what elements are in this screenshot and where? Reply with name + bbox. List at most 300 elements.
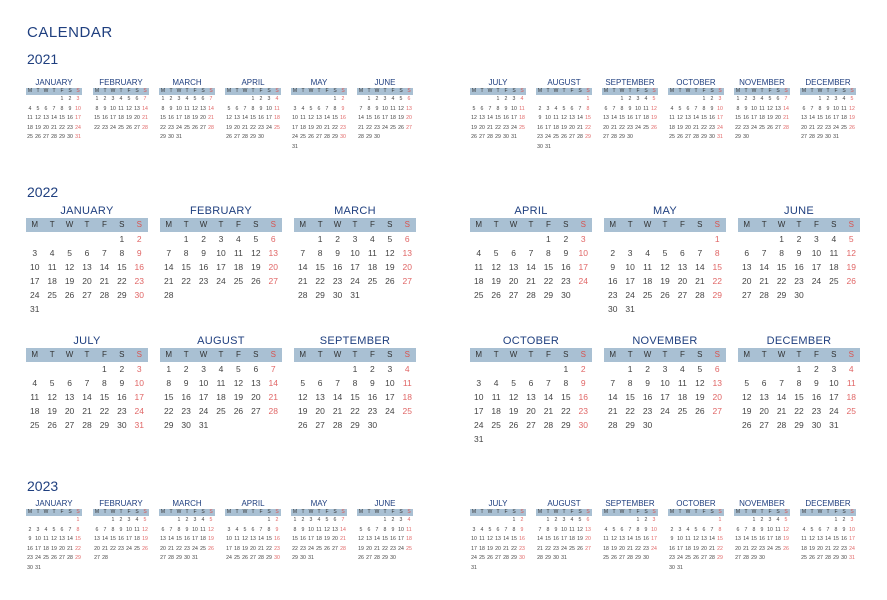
weekday-label: W [308, 509, 314, 515]
day-number: 3 [127, 517, 131, 523]
day-number: 16 [553, 536, 559, 542]
day-number: 28 [258, 555, 264, 561]
weekday-label: M [537, 88, 543, 94]
empty-day-cell [470, 516, 478, 526]
weekday-header [294, 218, 416, 232]
day-grid [536, 516, 592, 564]
weekday-label: T [662, 350, 668, 359]
month-calendar [357, 499, 413, 564]
day-number: 15 [94, 115, 100, 121]
day-number: 14 [297, 262, 308, 272]
empty-day-cell [50, 516, 58, 526]
day-number: 11 [134, 526, 140, 533]
day-number: 12 [233, 378, 244, 388]
weekday-label: F [259, 88, 263, 94]
day-number: 22 [99, 406, 110, 416]
day-number: 16 [503, 115, 509, 121]
day-number: 27 [508, 290, 519, 300]
day-number: 29 [717, 555, 723, 561]
day-number: 29 [751, 555, 757, 561]
day-number: 13 [759, 392, 769, 402]
empty-day-cell [486, 95, 494, 105]
day-number: 18 [390, 115, 396, 121]
weekday-header [738, 348, 860, 362]
day-number: 20 [234, 124, 240, 131]
day-number: 21 [825, 545, 831, 552]
weekday-label: F [391, 88, 395, 94]
day-number: 5 [309, 105, 313, 112]
day-number: 10 [811, 248, 822, 258]
day-number: 12 [142, 526, 148, 533]
day-number: 9 [744, 105, 748, 112]
weekday-label: F [235, 220, 241, 229]
day-number: 10 [198, 378, 209, 388]
empty-day-cell [486, 516, 494, 526]
day-number: 4 [604, 526, 608, 533]
day-number: 24 [849, 545, 855, 552]
day-number: 12 [471, 115, 477, 121]
day-number: 9 [814, 378, 819, 388]
weekday-label: M [165, 220, 173, 229]
month-calendar [225, 78, 281, 143]
weekday-label: T [183, 220, 189, 229]
weekday-label: S [407, 88, 411, 94]
empty-day-cell [668, 95, 676, 105]
day-number: 22 [250, 124, 256, 131]
month-name: JANUARY [35, 78, 73, 87]
day-number: 3 [472, 526, 476, 533]
day-number: 23 [643, 545, 649, 552]
day-number: 20 [495, 545, 501, 552]
day-number: 2 [183, 364, 189, 374]
day-number: 20 [759, 406, 769, 416]
day-number: 7 [166, 248, 172, 258]
day-number: 29 [833, 555, 839, 561]
day-number: 26 [741, 420, 752, 430]
weekday-label: S [848, 220, 854, 229]
day-number: 15 [701, 115, 707, 121]
year-label-2022: 2022 [27, 184, 59, 200]
day-number: 25 [479, 555, 485, 561]
day-number: 21 [776, 406, 787, 416]
month-calendar [738, 335, 860, 432]
day-number: 24 [545, 134, 551, 140]
day-number: 30 [643, 555, 649, 561]
day-number: 11 [30, 392, 40, 402]
day-number: 17 [677, 545, 683, 552]
day-number: 4 [644, 96, 648, 102]
empty-day-cell [502, 516, 510, 526]
day-number: 7 [209, 96, 213, 102]
day-number: 17 [226, 545, 232, 552]
day-number: 12 [651, 105, 657, 112]
empty-day-cell [536, 95, 544, 105]
day-number: 2 [28, 526, 32, 533]
day-number: 8 [119, 248, 125, 258]
day-number: 6 [317, 105, 321, 112]
day-number: 22 [160, 124, 166, 131]
day-number: 8 [111, 526, 115, 533]
weekday-label: T [662, 220, 668, 229]
day-number: 6 [317, 378, 323, 388]
day-number: 24 [511, 124, 517, 131]
day-number: 31 [545, 143, 551, 150]
empty-day-cell [540, 362, 557, 376]
day-number: 28 [102, 555, 108, 561]
day-number: 30 [27, 564, 33, 571]
day-number: 2 [301, 517, 305, 523]
day-number: 11 [234, 536, 240, 542]
weekday-header [291, 509, 347, 516]
empty-day-cell [241, 95, 249, 105]
day-number: 9 [370, 378, 375, 388]
weekday-label: S [520, 509, 524, 515]
day-number: 1 [267, 517, 271, 523]
empty-day-cell [544, 95, 552, 105]
day-number: 5 [810, 526, 814, 533]
day-number: 20 [134, 115, 140, 121]
day-number: 16 [198, 262, 209, 272]
day-number: 18 [367, 262, 378, 272]
month-name: SEPTEMBER [319, 335, 391, 347]
weekday-header [93, 88, 149, 95]
day-number: 27 [603, 134, 609, 140]
day-number: 15 [585, 115, 591, 121]
day-number: 29 [332, 134, 338, 140]
weekday-label: T [496, 88, 500, 94]
day-number: 18 [677, 392, 688, 402]
day-number: 7 [169, 526, 173, 533]
weekday-label: W [777, 220, 786, 229]
day-grid [800, 95, 856, 143]
empty-day-cell [294, 232, 311, 246]
day-number: 29 [545, 555, 551, 561]
empty-day-cell [311, 362, 328, 376]
day-number: 7 [697, 248, 703, 258]
empty-day-cell [610, 95, 618, 105]
weekday-header [26, 218, 148, 232]
day-number: 15 [561, 392, 571, 402]
day-number: 24 [110, 124, 116, 131]
weekday-label: M [801, 509, 807, 515]
day-number: 1 [834, 517, 838, 523]
month-calendar [800, 78, 856, 143]
empty-day-cell [604, 232, 621, 246]
day-number: 5 [694, 526, 698, 533]
day-number: 10 [29, 262, 40, 272]
day-number: 7 [612, 105, 616, 112]
day-number: 30 [561, 290, 571, 300]
day-number: 26 [192, 124, 198, 131]
weekday-label: W [817, 509, 823, 515]
year-label-2021: 2021 [27, 51, 59, 67]
day-number: 19 [783, 536, 789, 542]
day-number: 27 [160, 555, 166, 561]
empty-day-cell [522, 232, 539, 246]
weekday-label: S [135, 509, 139, 515]
day-number: 8 [546, 526, 550, 533]
day-number: 6 [776, 96, 780, 102]
empty-day-cell [522, 362, 539, 376]
day-number: 15 [59, 115, 65, 121]
day-number: 1 [714, 234, 720, 244]
day-number: 4 [407, 517, 411, 523]
day-number: 19 [51, 545, 57, 552]
weekday-label: W [308, 88, 314, 94]
day-number: 6 [570, 105, 574, 112]
day-number: 10 [545, 115, 551, 121]
day-number: 25 [390, 124, 396, 131]
day-number: 4 [842, 96, 846, 102]
day-number: 4 [32, 378, 38, 388]
day-number: 30 [743, 134, 749, 140]
weekday-label: S [119, 220, 125, 229]
day-number: 25 [603, 555, 609, 561]
weekday-label: W [333, 220, 342, 229]
day-number: 9 [341, 105, 345, 112]
weekday-label: W [751, 509, 757, 515]
day-number: 19 [491, 276, 501, 286]
weekday-label: S [718, 88, 722, 94]
day-number: 23 [198, 276, 209, 286]
day-number: 22 [625, 406, 635, 416]
day-number: 2 [563, 234, 569, 244]
day-number: 2 [670, 526, 674, 533]
day-number: 31 [75, 134, 81, 140]
day-number: 21 [163, 276, 174, 286]
day-number: 10 [226, 536, 232, 542]
day-grid [294, 232, 416, 302]
weekday-label: T [760, 509, 764, 515]
day-number: 9 [391, 526, 395, 533]
day-number: 1 [111, 517, 115, 523]
weekday-label: S [209, 509, 213, 515]
day-number: 12 [741, 392, 752, 402]
weekday-label: S [831, 220, 837, 229]
day-number: 29 [176, 555, 182, 561]
day-number: 8 [177, 526, 181, 533]
day-grid [26, 232, 148, 316]
day-number: 5 [488, 526, 492, 533]
day-number: 28 [776, 420, 787, 430]
day-number: 1 [95, 96, 99, 102]
day-number: 27 [685, 134, 691, 140]
weekday-label: T [218, 350, 224, 359]
day-number: 19 [358, 545, 364, 552]
weekday-label: T [251, 509, 255, 515]
day-number: 11 [643, 262, 652, 272]
day-number: 28 [358, 134, 364, 140]
day-number: 19 [471, 124, 477, 131]
day-number: 3 [546, 105, 550, 112]
day-number: 6 [480, 105, 484, 112]
day-number: 1 [752, 517, 756, 523]
day-number: 11 [643, 105, 649, 112]
day-number: 11 [47, 262, 57, 272]
day-number: 12 [47, 392, 57, 402]
weekday-label: M [471, 88, 477, 94]
weekday-header [160, 218, 282, 232]
day-number: 5 [236, 364, 241, 374]
empty-day-cell [773, 362, 790, 376]
day-number: 13 [585, 526, 591, 533]
day-number: 8 [251, 105, 255, 112]
empty-day-cell [61, 362, 78, 376]
day-number: 10 [216, 248, 226, 258]
day-number: 24 [471, 555, 477, 561]
day-number: 29 [350, 420, 360, 430]
day-number: 8 [620, 105, 624, 112]
empty-day-cell [50, 95, 58, 105]
day-number: 9 [645, 378, 650, 388]
day-number: 14 [332, 392, 343, 402]
day-number: 11 [603, 536, 609, 542]
weekday-label: S [784, 88, 788, 94]
day-number: 13 [82, 262, 92, 272]
weekday-header [291, 88, 347, 95]
weekday-label: S [333, 509, 337, 515]
day-number: 22 [712, 276, 723, 286]
day-number: 14 [374, 536, 380, 542]
day-number: 17 [398, 536, 404, 542]
day-number: 25 [519, 124, 525, 131]
day-number: 7 [143, 96, 147, 102]
day-number: 16 [340, 115, 346, 121]
empty-day-cell [738, 232, 755, 246]
day-number: 4 [776, 517, 780, 523]
day-number: 14 [776, 392, 787, 402]
day-number: 7 [375, 526, 379, 533]
day-number: 25 [406, 545, 412, 552]
day-number: 13 [43, 115, 49, 121]
weekday-label: T [235, 509, 239, 515]
day-number: 5 [493, 248, 499, 258]
day-number: 3 [352, 234, 358, 244]
day-number: 14 [543, 392, 554, 402]
day-number: 28 [340, 545, 346, 552]
weekday-header [604, 218, 726, 232]
empty-day-cell [225, 516, 233, 526]
empty-day-cell [307, 95, 315, 105]
day-number: 11 [846, 378, 856, 388]
month-calendar [734, 78, 790, 143]
weekday-label: M [226, 509, 232, 515]
weekday-label: W [619, 509, 625, 515]
day-number: 19 [233, 392, 244, 402]
day-number: 5 [612, 526, 616, 533]
day-number: 23 [642, 406, 653, 416]
day-number: 21 [358, 124, 364, 131]
day-number: 21 [332, 406, 343, 416]
day-number: 5 [562, 105, 566, 112]
day-number: 18 [216, 392, 226, 402]
day-number: 25 [216, 406, 226, 416]
day-number: 5 [511, 378, 516, 388]
empty-day-cell [478, 95, 486, 105]
weekday-label: T [251, 88, 255, 94]
weekday-label: F [325, 88, 329, 94]
day-number: 1 [352, 364, 358, 374]
day-number: 28 [695, 290, 705, 300]
day-number: 25 [841, 124, 847, 131]
day-number: 12 [846, 248, 857, 258]
day-number: 11 [685, 536, 691, 542]
day-number: 13 [332, 526, 338, 533]
day-number: 4 [391, 96, 395, 102]
day-number: 10 [292, 115, 298, 121]
day-number: 19 [398, 115, 404, 121]
month-calendar [602, 499, 658, 564]
day-number: 26 [398, 124, 404, 131]
day-number: 14 [168, 536, 174, 542]
day-number: 20 [685, 124, 691, 131]
empty-day-cell [101, 516, 109, 526]
day-number: 25 [134, 545, 140, 552]
weekday-label: F [391, 509, 395, 515]
weekday-label: T [185, 88, 189, 94]
day-number: 30 [503, 134, 509, 140]
day-number: 31 [35, 564, 41, 571]
day-number: 7 [538, 526, 542, 533]
day-number: 12 [398, 105, 404, 112]
day-number: 5 [359, 526, 363, 533]
weekday-label: T [826, 509, 830, 515]
day-number: 19 [809, 545, 815, 552]
weekday-label: T [612, 509, 616, 515]
day-number: 24 [751, 124, 757, 131]
day-number: 10 [677, 536, 683, 542]
day-number: 17 [75, 115, 81, 121]
day-number: 8 [834, 526, 838, 533]
month-name: MARCH [172, 499, 202, 508]
day-number: 14 [208, 105, 214, 112]
day-number: 16 [578, 392, 589, 402]
weekday-label: F [101, 350, 107, 359]
day-number: 20 [250, 545, 256, 552]
month-calendar [470, 499, 526, 573]
day-number: 14 [67, 536, 73, 542]
day-number: 4 [185, 96, 189, 102]
weekday-label: F [813, 350, 819, 359]
weekday-label: M [537, 509, 543, 515]
day-number: 24 [660, 406, 670, 416]
day-number: 22 [176, 545, 182, 552]
weekday-label: M [27, 88, 33, 94]
day-number: 20 [619, 545, 625, 552]
day-number: 28 [809, 134, 815, 140]
day-number: 3 [76, 96, 80, 102]
day-number: 13 [250, 536, 256, 542]
day-number: 14 [268, 378, 279, 388]
day-number: 10 [350, 248, 360, 258]
day-number: 5 [399, 96, 403, 102]
day-number: 18 [841, 115, 847, 121]
day-grid [291, 95, 347, 152]
day-number: 19 [561, 124, 567, 131]
day-number: 11 [316, 526, 322, 533]
day-number: 22 [163, 406, 174, 416]
day-number: 14 [358, 115, 364, 121]
month-calendar [294, 335, 416, 432]
day-number: 24 [829, 406, 839, 416]
day-number: 24 [308, 545, 314, 552]
day-number: 18 [685, 545, 691, 552]
day-number: 10 [511, 105, 517, 112]
day-number: 21 [809, 124, 815, 131]
day-number: 11 [300, 115, 306, 121]
day-number: 27 [366, 555, 372, 561]
weekday-label: S [76, 509, 80, 515]
